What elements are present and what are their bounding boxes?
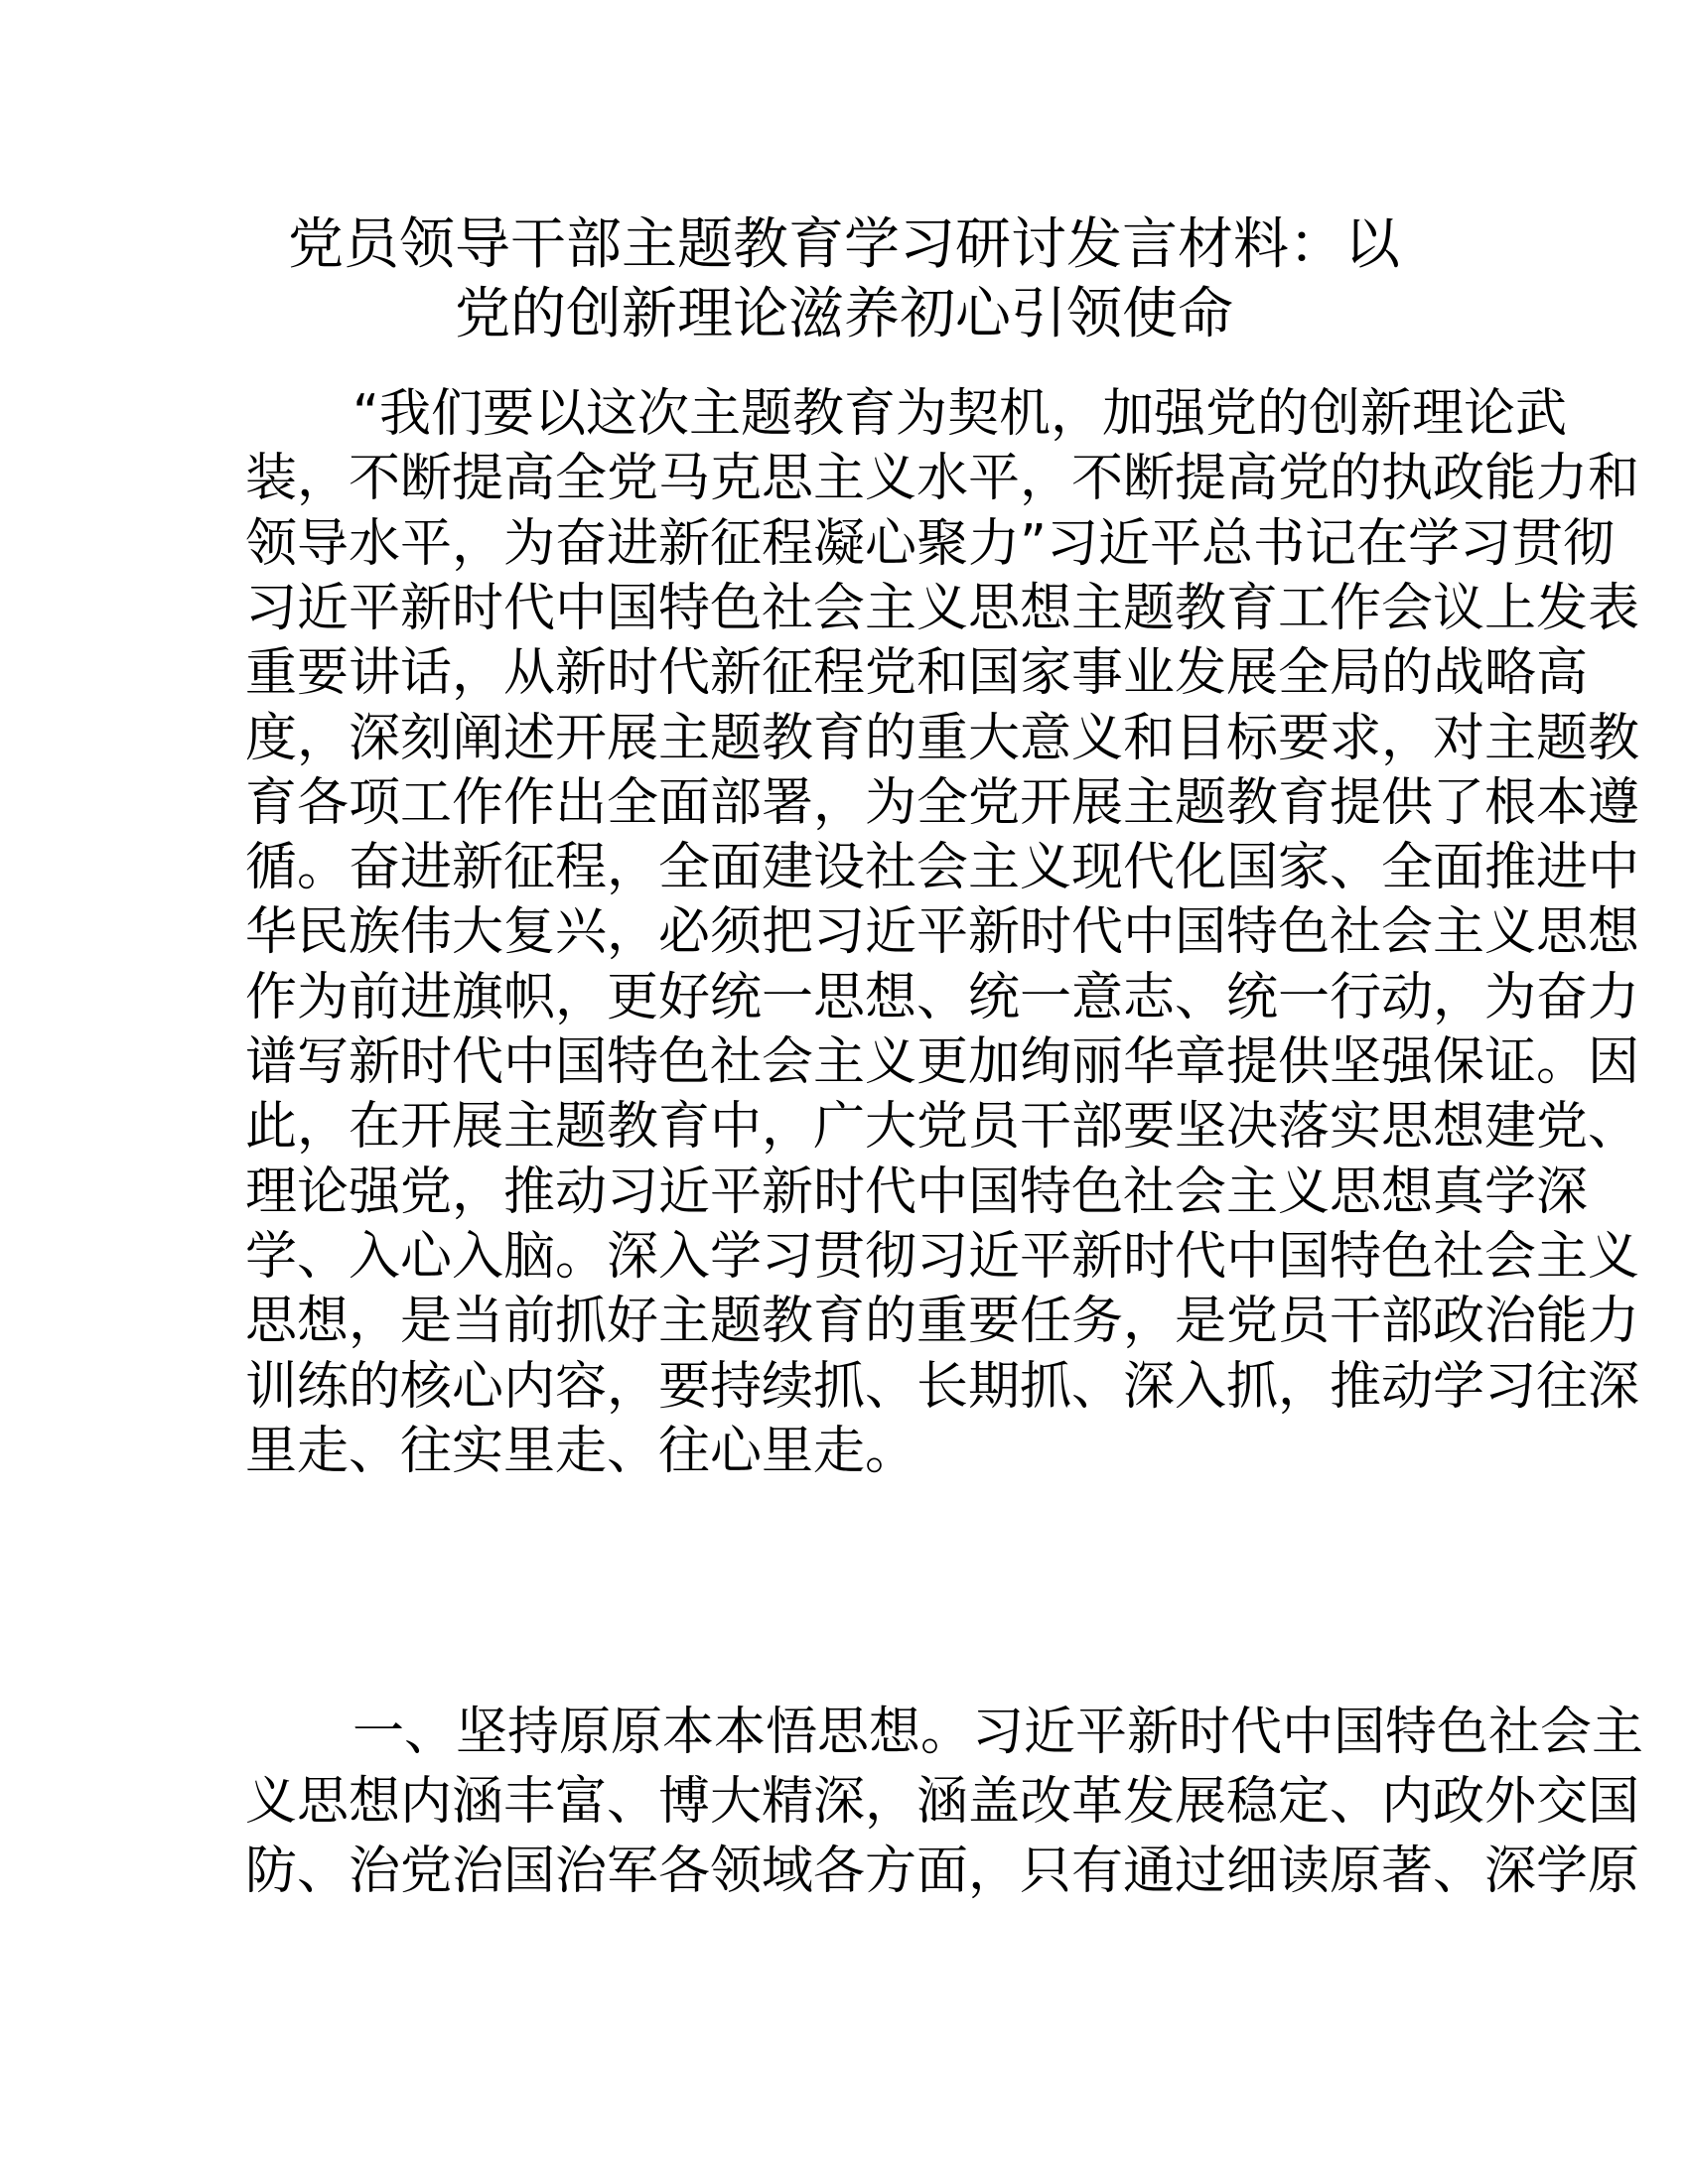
text-line: 训练的核心内容，要持续抓、长期抓、深入抓，推动学习往深 (245, 1356, 1640, 1417)
text-line: 防、治党治国治军各领域各方面，只有通过细读原著、深学原 (245, 1842, 1640, 1901)
text-line: 装，不断提高全党马克思主义水平，不断提高党的执政能力和 (245, 449, 1640, 509)
title-line: 党员领导干部主题教育学习研讨发言材料：以 (288, 212, 1400, 277)
text-line: 华民族伟大复兴，必须把习近平新时代中国特色社会主义思想 (245, 902, 1640, 963)
text-line: 作为前进旗帜，更好统一思想、统一意志、统一行动，为奋力 (245, 967, 1640, 1027)
text-line: 里走、往实里走、往心里走。 (245, 1421, 917, 1481)
text-line: 谱写新时代中国特色社会主义更加绚丽华章提供坚强保证。因 (245, 1032, 1640, 1092)
text-line: 义思想内涵丰富、博大精深，涵盖改革发展稳定、内政外交国 (245, 1772, 1640, 1832)
text-line: 度，深刻阐述开展主题教育的重大意义和目标要求，对主题教 (245, 708, 1640, 768)
text-line: 习近平新时代中国特色社会主义思想主题教育工作会议上发表 (245, 578, 1640, 638)
text-line: 理论强党，推动习近平新时代中国特色社会主义思想真学深 (245, 1161, 1589, 1222)
text-line: 此，在开展主题教育中，广大党员干部要坚决落实思想建党、 (245, 1097, 1640, 1158)
title-line: 党的创新理论滋养初心引领使命 (455, 282, 1233, 346)
text-line: 重要讲话，从新时代新征程党和国家事业发展全局的战略高 (245, 643, 1589, 704)
text-line: 育各项工作作出全面部署，为全党开展主题教育提供了根本遵 (245, 772, 1640, 833)
text-line: 一、坚持原原本本悟思想。习近平新时代中国特色社会主 (352, 1703, 1644, 1762)
text-line: 学、入心入脑。深入学习贯彻习近平新时代中国特色社会主义 (245, 1226, 1640, 1287)
text-line: “我们要以这次主题教育为契机，加强党的创新理论武 (352, 384, 1567, 444)
text-line: 思想，是当前抓好主题教育的重要任务，是党员干部政治能力 (245, 1292, 1640, 1352)
text-line: 领导水平，为奋进新征程凝心聚力”习近平总书记在学习贯彻 (245, 513, 1615, 574)
text-line: 循。奋进新征程，全面建设社会主义现代化国家、全面推进中 (245, 838, 1640, 898)
